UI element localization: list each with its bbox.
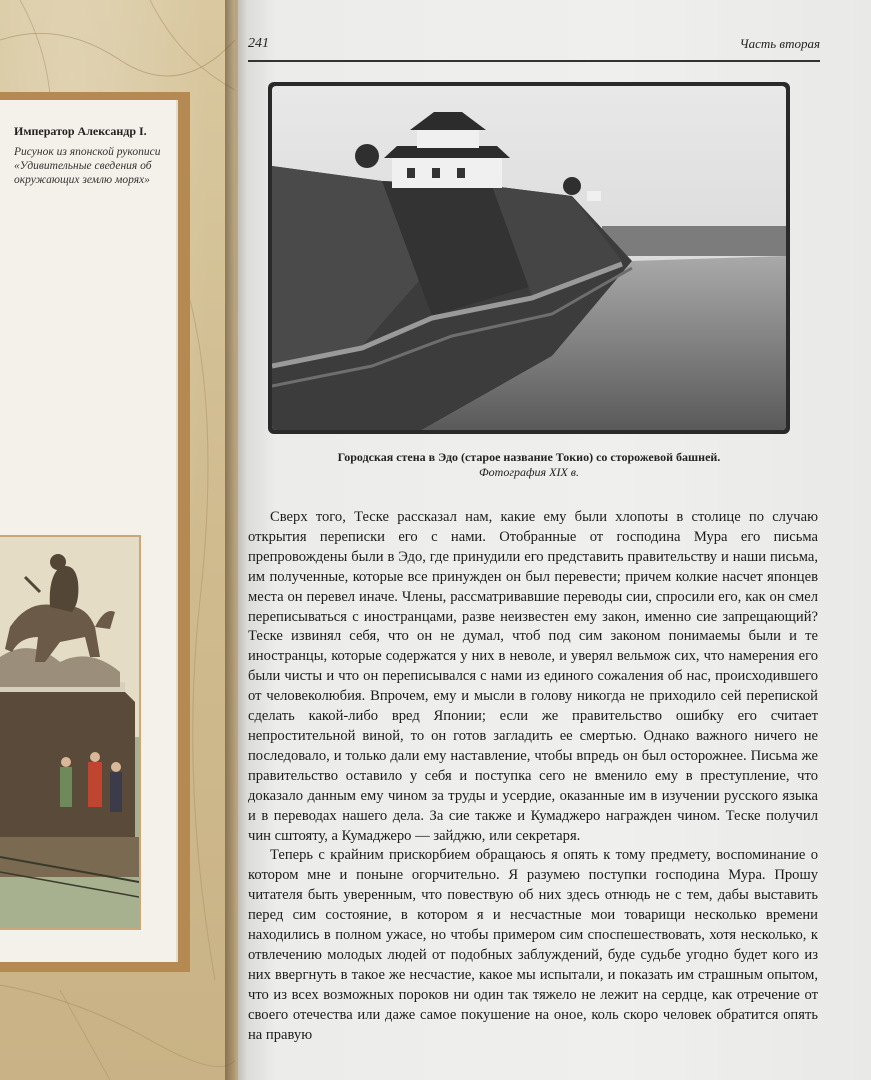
- photo-caption-title: Городская стена в Эдо (старое название Токио) со сторожевой башней.: [337, 450, 721, 464]
- photo-frame: [268, 82, 790, 434]
- right-page: [238, 0, 871, 1080]
- paragraph: Теперь с крайним прискорбием обращаюсь я опять к тому предмету, воспоминание о котором мне и поныне огорчительно. Я разумею поступки господина Мура. Прошу читателя быть уверенным, что повествую об них здесь отнюдь не с тем, дабы выставить перед сим состояние, в котором я и несчастные мои товарищи несколько времени находились в полном ужасе, но чтобы примером сим споспешествовать, хотя несколько, к отвлечению молодых людей от подобных заблуждений, буде судьбе угодно будет кого из них ввергнуть в такое же несчастие, какое мы испытали, и показать им страшным опытом, что из всех возможных пороков ни один так тяжело не лежит на сердце, как отречение от своего отечества или даже самое покушение на оное, коль скоро человек обратится опять на правую: [248, 847, 818, 1043]
- left-page: [0, 0, 235, 1080]
- left-caption-subtitle: Рисунок из японской рукописи «Удивительные сведения об окружающих землю морях»: [14, 146, 161, 186]
- equestrian-statue-icon: [0, 537, 139, 928]
- left-caption: [14, 124, 164, 187]
- body-text: [248, 508, 818, 1045]
- paragraph: Сверх того, Теске рассказал нам, какие ему были хлопоты в столице по случаю открытия переписки его с нами. Отобранные от господина Мура его письма препровождены были в Эдо, где принудили его представить правительству и наши письма, им полученные, которые все принужден он был перевести; причем колкие насчет японцев места он перевел иначе. Члены, рассматривавшие переводы сии, спросили его, как он смел переписываться с иностранцами, разве неизвестен ему закон, именно сие запрещающий? Теске извинял себя, что он не думал, чтоб под сим законом понимаемы были и те иностранцы, которые содержатся у них в неволе, и уверял вельмож сих, что намерения его были чисты и что он переписывался с нами из единого сожаления об нас, происходившего от человеколюбия. Впрочем, ему и мысли в голову никогда не приходило сей перепиской сделать какой-либо вред Японии; если же правительство ошибку его считает непростительной виной, то он готов загладить ее смертью. Однако важного ничего не последовало, и только дали ему наставление, чтобы впредь он был осторожнее. Письма же правительство оставило у себя и поступка сего не вменило ему в преступление, что доказало данным ему чином за труды и усердие, оказанные им в изучении русского языка и в переводах нашего дела. За сие также и Кумаджеро награжден чином. Теске получил чин сштояту, а Кумаджеро — зайджю, или секретаря.: [248, 509, 818, 844]
- running-head: Часть вторая: [739, 36, 820, 51]
- castle-wall-photo-icon: [272, 86, 786, 430]
- page-header: [248, 32, 820, 62]
- page-number: 241: [248, 36, 269, 51]
- photo-caption: [268, 450, 790, 480]
- book-spine-shadow: [225, 0, 247, 1080]
- photo-caption-credit: Фотография XIX в.: [479, 465, 579, 479]
- left-caption-title: Император Александр I.: [14, 124, 147, 138]
- equestrian-statue-illustration: [0, 535, 141, 930]
